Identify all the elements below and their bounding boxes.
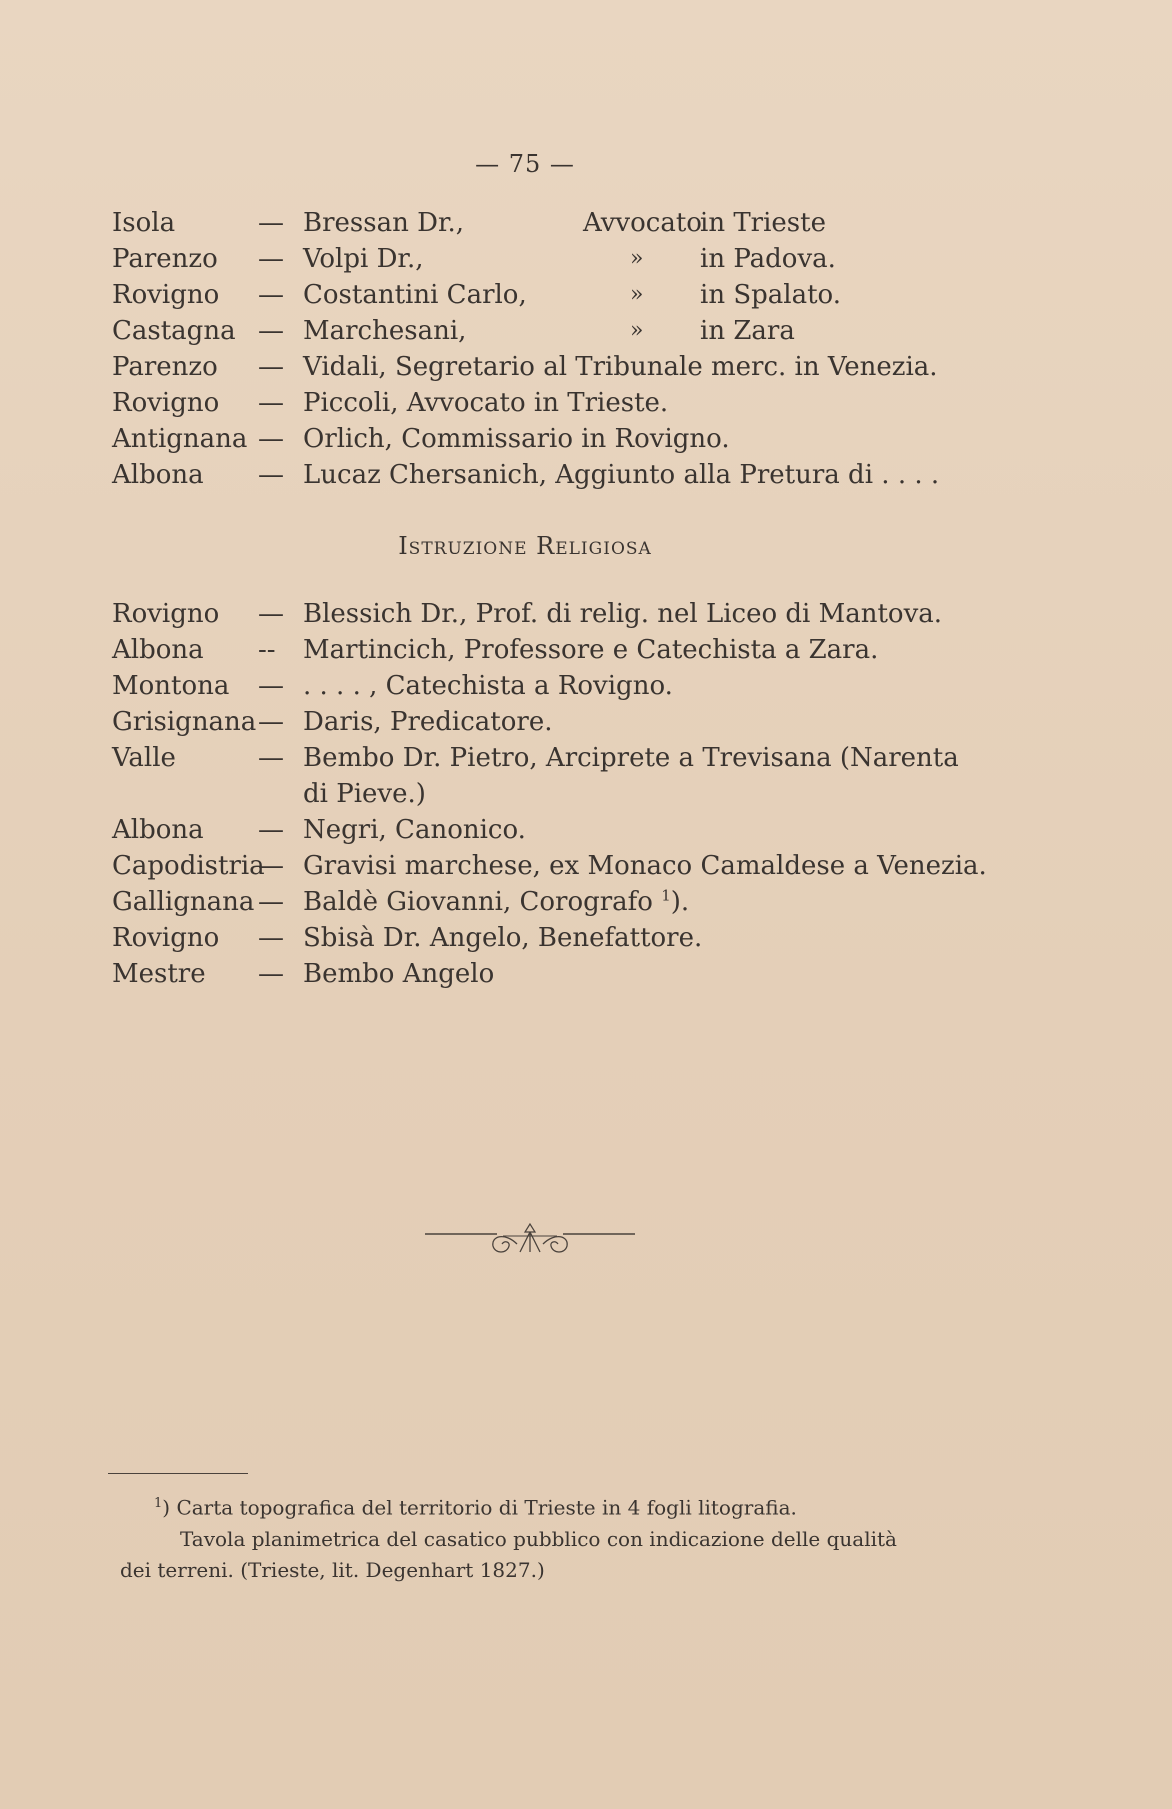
dash: — bbox=[258, 671, 284, 701]
city-text: in Spalato. bbox=[700, 280, 842, 310]
entry-text: Sbisà Dr. Angelo, Benefattore. bbox=[303, 923, 703, 953]
place-name: Castagna bbox=[112, 316, 236, 346]
place-name: Albona bbox=[112, 635, 204, 665]
footnote-line: dei terreni. (Trieste, lit. Degenhart 1827.) bbox=[120, 1557, 545, 1582]
place-name: Antignana bbox=[112, 424, 248, 454]
place-name: Parenzo bbox=[112, 352, 218, 382]
dash: — bbox=[258, 851, 284, 881]
place-name: Mestre bbox=[112, 959, 206, 989]
entry-text: Gravisi marchese, ex Monaco Camaldese a Venezia. bbox=[303, 851, 987, 881]
list-item bbox=[112, 385, 952, 421]
place-name: Rovigno bbox=[112, 599, 220, 629]
dash: — bbox=[258, 815, 284, 845]
entry-text: Bressan Dr., bbox=[303, 208, 465, 238]
place-name: Grisignana bbox=[112, 707, 257, 737]
dash: — bbox=[258, 316, 284, 346]
dash: — bbox=[258, 424, 284, 454]
entry-text: . . . . , Catechista a Rovigno. bbox=[303, 671, 673, 701]
dash: — bbox=[258, 599, 284, 629]
entry-after-text: ). bbox=[670, 887, 690, 917]
footnotes bbox=[120, 1488, 950, 1586]
place-name: Rovigno bbox=[112, 388, 220, 418]
place-name: Parenzo bbox=[112, 244, 218, 274]
list-item bbox=[112, 277, 952, 313]
city-text: in Zara bbox=[700, 316, 795, 346]
place-name: Rovigno bbox=[112, 923, 220, 953]
entry-text: Marchesani, bbox=[303, 316, 467, 346]
list-item bbox=[112, 349, 952, 385]
list-item bbox=[112, 421, 952, 457]
footnote-text: ) Carta topografica del territorio di Trieste in 4 fogli litografia. bbox=[162, 1495, 797, 1520]
place-name: Rovigno bbox=[112, 280, 220, 310]
list-item bbox=[112, 740, 959, 776]
dash: — bbox=[258, 887, 284, 917]
entry-text: di Pieve.) bbox=[303, 779, 426, 809]
entry-text: Blessich Dr., Prof. di relig. nel Liceo di Mantova. bbox=[303, 599, 943, 629]
footnote-line bbox=[120, 1488, 950, 1524]
list-item bbox=[112, 313, 952, 349]
entry-text: Lucaz Chersanich, Aggiunto alla Pretura di . . . . bbox=[303, 460, 940, 490]
list-item bbox=[112, 704, 952, 740]
entry-main-text: Baldè Giovanni, Corografo bbox=[303, 887, 653, 917]
footnote-line: Tavola planimetrica del casatico pubblico con indicazione delle qualità bbox=[180, 1526, 897, 1551]
entry-text: Costantini Carlo, bbox=[303, 280, 527, 310]
place-name: Gallignana bbox=[112, 887, 255, 917]
list-section-religious bbox=[112, 596, 987, 992]
dash: — bbox=[258, 208, 284, 238]
entry-text: Negri, Canonico. bbox=[303, 815, 526, 845]
entry-text: Piccoli, Avvocato in Trieste. bbox=[303, 388, 669, 418]
place-name: Isola bbox=[112, 208, 176, 238]
entry-text: Martincich, Professore e Catechista a Zara. bbox=[303, 635, 879, 665]
entry-text: Bembo Angelo bbox=[303, 959, 495, 989]
list-item bbox=[112, 241, 952, 277]
dash: — bbox=[258, 244, 284, 274]
dash: — bbox=[258, 923, 284, 953]
ornament-divider-icon bbox=[425, 1222, 635, 1262]
entry-text: Bembo Dr. Pietro, Arciprete a Trevisana (Narenta bbox=[303, 743, 959, 773]
footnote-rule bbox=[108, 1473, 248, 1474]
entry-text: Volpi Dr., bbox=[303, 244, 424, 274]
dash: — bbox=[258, 388, 284, 418]
dash: — bbox=[258, 460, 284, 490]
list-item bbox=[112, 632, 952, 668]
dash: — bbox=[258, 959, 284, 989]
section-heading: Istruzione Religiosa bbox=[398, 532, 652, 560]
ditto-mark: » bbox=[630, 282, 644, 307]
entry-text: Daris, Predicatore. bbox=[303, 707, 553, 737]
page-number: — 75 — bbox=[475, 150, 575, 178]
place-name: Capodistria bbox=[112, 851, 265, 881]
dash: — bbox=[258, 280, 284, 310]
list-section-lawyers bbox=[112, 205, 952, 493]
ditto-mark: » bbox=[630, 318, 644, 343]
list-item bbox=[112, 205, 952, 241]
place-name: Montona bbox=[112, 671, 230, 701]
entry-text: Vidali, Segretario al Tribunale merc. in Venezia. bbox=[303, 352, 938, 382]
list-item bbox=[112, 812, 952, 848]
dash: — bbox=[258, 352, 284, 382]
list-item bbox=[112, 920, 952, 956]
city-text: in Padova. bbox=[700, 244, 836, 274]
list-item bbox=[112, 956, 952, 992]
place-name: Albona bbox=[112, 815, 204, 845]
entry-text bbox=[303, 884, 689, 920]
footnote-reference[interactable]: 1 bbox=[661, 886, 671, 905]
role-text: Avvocato bbox=[583, 208, 702, 238]
list-item bbox=[112, 457, 952, 493]
list-item bbox=[112, 596, 952, 632]
footnote-marker: 1 bbox=[154, 1496, 163, 1511]
dash: -- bbox=[258, 635, 276, 665]
list-item-continuation bbox=[112, 776, 952, 812]
entry-text: Orlich, Commissario in Rovigno. bbox=[303, 424, 730, 454]
city-text: in Trieste bbox=[700, 208, 826, 238]
place-name: Valle bbox=[112, 743, 176, 773]
list-item bbox=[112, 668, 952, 704]
list-item bbox=[112, 848, 987, 884]
list-item bbox=[112, 884, 952, 920]
ditto-mark: » bbox=[630, 246, 644, 271]
dash: — bbox=[258, 743, 284, 773]
place-name: Albona bbox=[112, 460, 204, 490]
dash: — bbox=[258, 707, 284, 737]
